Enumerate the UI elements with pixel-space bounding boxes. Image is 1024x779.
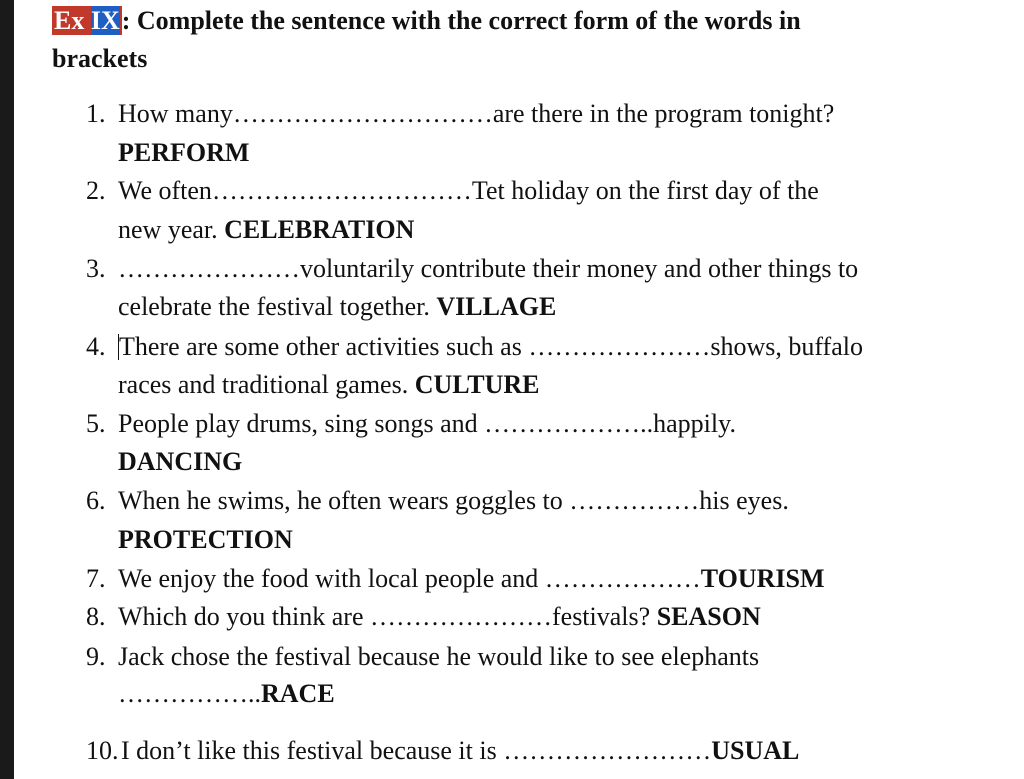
item-number: 4.	[86, 332, 106, 361]
item-keyword: CELEBRATION	[224, 215, 415, 244]
exercise-label	[52, 6, 122, 35]
item-sentence-continued	[118, 368, 539, 402]
instruction-text-line2: brackets	[52, 44, 148, 73]
item-number: 3.	[86, 254, 106, 283]
item-number: 5.	[86, 409, 106, 438]
item-number: 10.	[86, 736, 119, 765]
item-sentence: I don’t like this festival because it is ……………………	[121, 736, 712, 765]
item-keyword: PERFORM	[118, 138, 250, 167]
item-keyword: PROTECTION	[118, 525, 293, 554]
item-sentence: How many…………………………are there in the program tonight?	[118, 99, 835, 128]
exercise-label-prefix: Ex	[54, 6, 91, 35]
item-sentence-wrapper	[118, 600, 761, 634]
item-blank: ……………..	[118, 679, 261, 708]
item-sentence-tail: celebrate the festival together.	[118, 292, 437, 321]
item-sentence: We enjoy the food with local people and ………………	[118, 564, 701, 593]
item-sentence-wrapper	[118, 562, 825, 596]
item-sentence-continued	[118, 677, 335, 711]
item-sentence-continued	[118, 213, 414, 247]
item-number: 8.	[86, 602, 106, 631]
item-sentence: Jack chose the festival because he would like to see elephants	[118, 642, 760, 671]
item-sentence-wrapper	[121, 734, 799, 768]
item-keyword: SEASON	[656, 602, 761, 631]
item-keyword: TOURISM	[700, 564, 825, 593]
item-sentence-tail: races and traditional games.	[118, 370, 415, 399]
instruction-text: : Complete the sentence with the correct form of the words in	[121, 6, 801, 35]
item-sentence: When he swims, he often wears goggles to ……………his eyes.	[118, 486, 789, 515]
item-sentence: There are some other activities such as …………………shows, buffalo	[119, 332, 863, 361]
item-sentence: People play drums, sing songs and ………………..happily.	[118, 409, 736, 438]
exercise-label-number: IX	[90, 6, 120, 35]
item-number: 7.	[86, 564, 106, 593]
item-number: 2.	[86, 176, 106, 205]
item-keyword: CULTURE	[414, 370, 540, 399]
item-sentence-tail: new year.	[118, 215, 225, 244]
item-sentence-continued	[118, 290, 556, 324]
item-sentence: …………………voluntarily contribute their money and other things to	[118, 254, 859, 283]
item-keyword: USUAL	[711, 736, 800, 765]
item-sentence: We often…………………………Tet holiday on the first day of the	[118, 176, 819, 205]
item-keyword: RACE	[261, 679, 335, 708]
item-sentence: Which do you think are …………………festivals?	[118, 602, 657, 631]
item-number: 9.	[86, 642, 106, 671]
page-left-edge	[0, 0, 14, 779]
exercise-heading	[52, 2, 992, 78]
item-keyword: DANCING	[118, 447, 243, 476]
item-number: 6.	[86, 486, 106, 515]
item-keyword: VILLAGE	[436, 292, 557, 321]
item-number: 1.	[86, 99, 106, 128]
item-sentence-wrapper	[118, 330, 863, 364]
